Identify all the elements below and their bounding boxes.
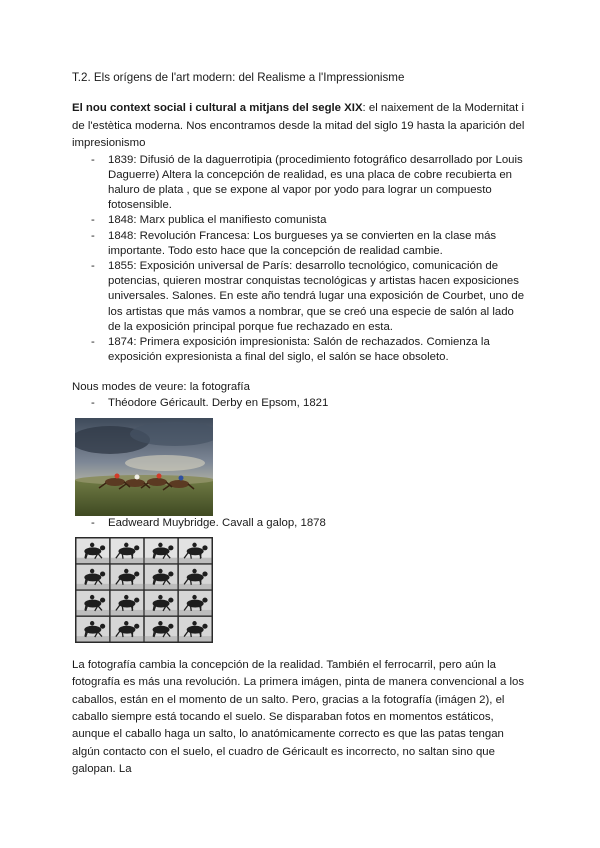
timeline-item: - 1848: Revolución Francesa: Los burgueses ya se convierten en la clase más importante. Todo esto hace que la concepción de realidad cambie. xyxy=(72,229,528,259)
rider-silhouette xyxy=(192,569,196,573)
photo-ground xyxy=(179,636,212,641)
rider-silhouette xyxy=(90,542,94,546)
photo-ground xyxy=(77,610,110,615)
photo-ground xyxy=(145,636,178,641)
horse-leg xyxy=(200,578,201,585)
horse-head xyxy=(100,571,105,576)
intro-paragraph xyxy=(72,100,528,153)
work-list-2 xyxy=(72,516,528,531)
rider-silhouette xyxy=(124,595,128,599)
intro-bold-heading: El nou context social i cultural a mitjans del segle XIX xyxy=(72,102,363,114)
photo-ground xyxy=(179,610,212,615)
horse-leg xyxy=(132,552,133,559)
rider-silhouette xyxy=(192,542,196,546)
photo-ground xyxy=(111,636,144,641)
derby-epsom-painting-image xyxy=(75,418,213,516)
photo-ground xyxy=(179,557,212,562)
rider-silhouette xyxy=(124,621,128,625)
rider-silhouette xyxy=(158,569,162,573)
horse-head xyxy=(100,624,105,629)
timeline-list xyxy=(72,153,528,366)
photo-ground xyxy=(77,584,110,589)
photo-ground xyxy=(111,557,144,562)
intro-text: : el naixement de la Modernitat i de l'estètica moderna. Nos encontramos desde la mitad del siglo 19 hasta la aparición del impresionismo xyxy=(72,102,525,149)
horse-head xyxy=(202,545,207,550)
horse-head xyxy=(168,597,173,602)
document-title: T.2. Els orígens de l'art modern: del Realisme a l'Impressionisme xyxy=(72,71,405,84)
rider-silhouette xyxy=(90,569,94,573)
horse-head xyxy=(202,571,207,576)
work-list-1 xyxy=(72,396,528,411)
timeline-item: - 1874: Primera exposición impresionista: Salón de rechazados. Comienza la exposición expresionista a final del siglo, el salón se hace obsoleto. xyxy=(72,335,528,365)
photo-ground xyxy=(111,610,144,615)
horse-head xyxy=(168,624,173,629)
work-caption-muybridge: - Eadweard Muybridge. Cavall a galop, 1878 xyxy=(72,516,528,531)
rider-silhouette xyxy=(192,595,196,599)
document-page xyxy=(72,70,528,779)
rider-silhouette xyxy=(192,621,196,625)
muybridge-horse-sequence-image xyxy=(75,537,213,643)
horse-leg xyxy=(200,552,201,559)
horse-leg xyxy=(200,630,201,637)
photo-ground xyxy=(145,584,178,589)
horse-head xyxy=(168,545,173,550)
timeline-item: - 1848: Marx publica el manifiesto comunista xyxy=(72,213,528,228)
rider-silhouette xyxy=(90,595,94,599)
rider-silhouette xyxy=(124,569,128,573)
closing-paragraph: La fotografía cambia la concepción de la realidad. También el ferrocarril, pero aún la fotografía es más una revolución. La primera imágen, pinta de manera convencional a los caballos, están en el momento de un salto. Pero, gracias a la fotografía (imágen 2), el caballo siempre está tocando el suelo. Se disparaban fotos en momentos estáticos, aunque el caballo haga un salto, lo anatómicamente correcto es que las patas tengan algún contacto con el suelo, el cuadro de Géricault es incorrecto, no saltan sino que galopan. La xyxy=(72,658,525,776)
horse-head xyxy=(202,597,207,602)
rider-silhouette xyxy=(90,621,94,625)
horse-head xyxy=(168,571,173,576)
horse-leg xyxy=(132,578,133,585)
timeline-item: - 1855: Exposición universal de París: desarrollo tecnológico, comunicación de potencias, quieren mostrar conquistas tecnológicas y artistas hacen exposiciones universales. Salones. En este año tendrá lugar una exposición de Courbet, uno de los artistas que más vamos a nombrar, que se creó una especie de salón al lado de la exposición principal porque fue rechazado en esta. xyxy=(72,259,528,335)
horse-leg xyxy=(200,604,201,611)
rider-silhouette xyxy=(158,542,162,546)
horse-leg xyxy=(132,604,133,611)
horse-head xyxy=(134,624,139,629)
horse-head xyxy=(100,597,105,602)
timeline-item: - 1839: Difusió de la daguerrotipia (procedimiento fotográfico desarrollado por Louis Daguerre) Altera la concepción de realidad, es una placa de cobre recubierta en haluro de plata , que se expone al vapor por yodo para lograr un compuesto fotosensible. xyxy=(72,153,528,214)
photo-ground xyxy=(179,584,212,589)
horse-head xyxy=(134,545,139,550)
photo-ground xyxy=(77,636,110,641)
photo-ground xyxy=(145,557,178,562)
photo-ground xyxy=(77,557,110,562)
rider-silhouette xyxy=(158,621,162,625)
horse-head xyxy=(134,571,139,576)
horse-head xyxy=(134,597,139,602)
horse-head xyxy=(202,624,207,629)
horse-leg xyxy=(132,630,133,637)
photo-ground xyxy=(111,584,144,589)
section-heading: Nous modes de veure: la fotografía xyxy=(72,381,250,394)
work-caption-gericault: - Théodore Géricault. Derby en Epsom, 1821 xyxy=(72,396,528,411)
rider-silhouette xyxy=(158,595,162,599)
horse-head xyxy=(100,545,105,550)
photo-ground xyxy=(145,610,178,615)
rider-silhouette xyxy=(124,542,128,546)
